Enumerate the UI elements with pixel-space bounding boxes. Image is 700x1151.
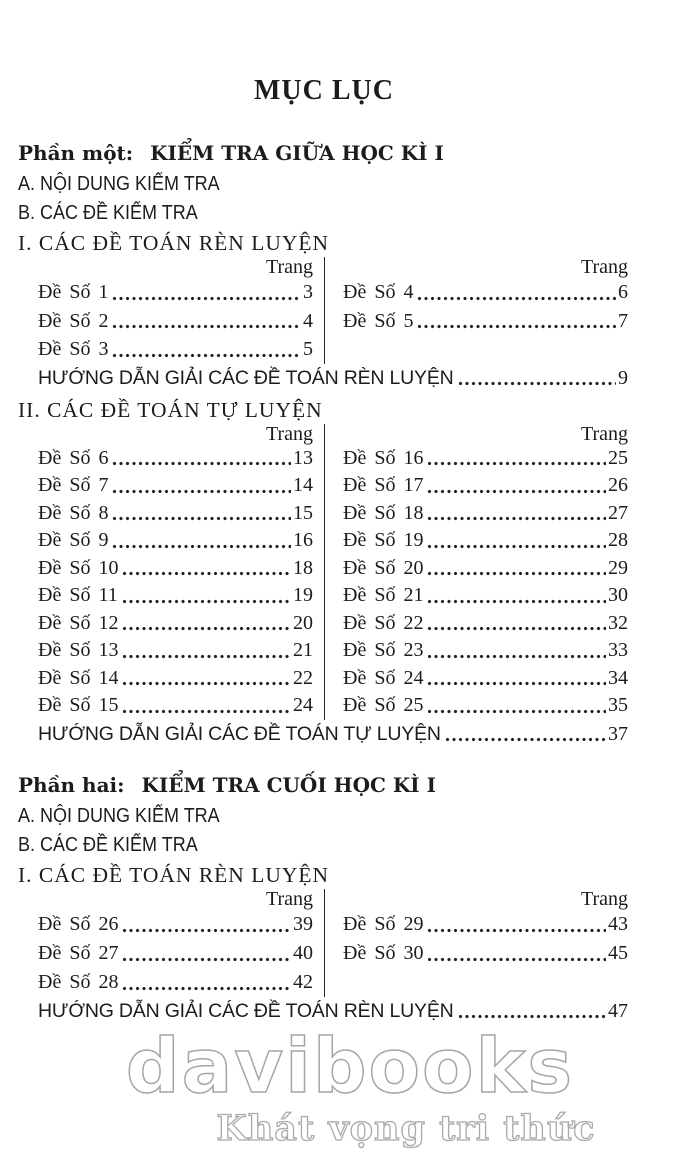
toc-entry-page-number: 14 bbox=[293, 474, 313, 496]
toc-entry-row bbox=[343, 472, 628, 500]
toc-entry-label: Đề Số 1 bbox=[38, 281, 109, 303]
dot-leader bbox=[427, 544, 606, 549]
toc-entry-page-number: 21 bbox=[293, 639, 313, 661]
toc-entry-row bbox=[38, 527, 313, 555]
toc-entry-label: Đề Số 27 bbox=[38, 941, 119, 964]
part-two-content-items bbox=[18, 802, 700, 860]
content-item bbox=[18, 831, 632, 860]
page-title: MỤC LỤC bbox=[254, 75, 394, 106]
toc-entry-label: Đề Số 8 bbox=[38, 501, 109, 524]
guide-summary-row-1 bbox=[38, 365, 628, 392]
toc-entry-page-number: 18 bbox=[293, 556, 313, 579]
part-one-content-items bbox=[18, 170, 700, 228]
guide-summary-page-number: 47 bbox=[608, 999, 628, 1022]
dot-leader bbox=[112, 353, 301, 358]
toc-entry-page-number: 26 bbox=[608, 474, 628, 496]
page-column-header: Trang bbox=[580, 887, 628, 910]
toc-column-left bbox=[38, 257, 313, 364]
toc-entry-page-number: 34 bbox=[608, 666, 628, 689]
content-item bbox=[18, 802, 632, 831]
toc-entry-page-number: 35 bbox=[608, 694, 628, 716]
toc-entry-page-number: 27 bbox=[608, 501, 628, 524]
toc-entry-row bbox=[343, 278, 628, 307]
guide-summary-label: HƯỚNG DẪN GIẢI CÁC ĐỀ TOÁN TỰ LUYỆN bbox=[38, 722, 441, 745]
guide-summary-label: HƯỚNG DẪN GIẢI CÁC ĐỀ TOÁN RÈN LUYỆN bbox=[38, 366, 454, 389]
toc-entry-page-number: 4 bbox=[303, 309, 313, 332]
dot-leader bbox=[427, 957, 606, 962]
toc-entry-label: Đề Số 13 bbox=[38, 639, 119, 661]
guide-summary-row-2 bbox=[38, 721, 628, 748]
toc-entry-page-number: 5 bbox=[303, 338, 313, 360]
dot-leader bbox=[458, 1014, 606, 1019]
toc-entry-row bbox=[343, 610, 628, 638]
guide-summary-label: HƯỚNG DẪN GIẢI CÁC ĐỀ TOÁN RÈN LUYỆN bbox=[38, 999, 454, 1022]
toc-entry-row bbox=[343, 637, 628, 665]
dot-leader bbox=[427, 928, 606, 933]
page-column-header: Trang bbox=[265, 887, 313, 910]
toc-entry-row bbox=[343, 555, 628, 583]
toc-entry-page-number: 3 bbox=[303, 281, 313, 303]
guide-summary-page-number: 9 bbox=[618, 366, 628, 389]
toc-entry-label: Đề Số 23 bbox=[343, 639, 424, 661]
toc-entry-label: Đề Số 16 bbox=[343, 446, 424, 469]
toc-entry-page-number: 25 bbox=[608, 446, 628, 469]
toc-entry-label: Đề Số 6 bbox=[38, 446, 109, 469]
dot-leader bbox=[427, 654, 606, 659]
content-item-text: B. CÁC ĐỀ KIỂM TRA bbox=[18, 202, 198, 224]
toc-entry-row bbox=[38, 582, 313, 610]
watermark bbox=[0, 1021, 700, 1151]
toc-entry-label: Đề Số 20 bbox=[343, 556, 424, 579]
toc-entry-row bbox=[38, 665, 313, 693]
toc-column-right bbox=[325, 889, 628, 997]
toc-entry-label: Đề Số 5 bbox=[343, 309, 414, 332]
dot-leader bbox=[445, 737, 606, 742]
page-column-header: Trang bbox=[265, 422, 313, 445]
dot-leader bbox=[427, 626, 606, 631]
toc-entry-page-number: 16 bbox=[293, 529, 313, 551]
toc-entry-row bbox=[38, 610, 313, 638]
toc-entry-row bbox=[38, 968, 313, 997]
toc-entry-row bbox=[38, 278, 313, 307]
toc-entry-label: Đề Số 3 bbox=[38, 338, 109, 360]
dot-leader bbox=[112, 516, 291, 521]
dot-leader bbox=[112, 324, 301, 329]
toc-entry-page-number: 24 bbox=[293, 694, 313, 716]
dot-leader bbox=[122, 928, 291, 933]
dot-leader bbox=[427, 516, 606, 521]
toc-entry-page-number: 32 bbox=[608, 611, 628, 634]
toc-entry-list bbox=[343, 278, 628, 335]
toc-entry-label: Đề Số 28 bbox=[38, 970, 119, 993]
toc-two-column-block-1 bbox=[38, 257, 628, 364]
toc-entry-row bbox=[343, 665, 628, 693]
toc-entry-row bbox=[343, 910, 628, 939]
part-two-title: KIỂM TRA CUỐI HỌC KÌ I bbox=[141, 772, 436, 797]
content-item bbox=[18, 199, 632, 228]
toc-entry-label: Đề Số 9 bbox=[38, 529, 109, 551]
dot-leader bbox=[122, 681, 291, 686]
toc-entry-row bbox=[38, 335, 313, 364]
guide-summary-page-number: 37 bbox=[608, 722, 628, 745]
toc-entry-page-number: 45 bbox=[608, 941, 628, 964]
toc-entry-label: Đề Số 29 bbox=[343, 912, 424, 935]
toc-entry-label: Đề Số 22 bbox=[343, 611, 424, 634]
toc-entry-row bbox=[38, 472, 313, 500]
toc-entry-page-number: 28 bbox=[608, 529, 628, 551]
toc-entry-list bbox=[38, 910, 313, 997]
dot-leader bbox=[427, 681, 606, 686]
part-one-title: KIỂM TRA GIỮA HỌC KÌ I bbox=[150, 141, 444, 165]
toc-entry-row bbox=[343, 582, 628, 610]
watermark-brand-text: davibooks bbox=[125, 1021, 575, 1110]
dot-leader bbox=[112, 489, 291, 494]
toc-entry-row bbox=[38, 555, 313, 583]
dot-leader bbox=[112, 544, 291, 549]
toc-entry-row bbox=[343, 527, 628, 555]
toc-entry-page-number: 15 bbox=[293, 501, 313, 524]
toc-entry-row bbox=[343, 939, 628, 968]
dot-leader bbox=[112, 461, 291, 466]
toc-entry-row bbox=[343, 692, 628, 720]
toc-entry-list bbox=[38, 445, 313, 720]
toc-entry-label: Đề Số 15 bbox=[38, 694, 119, 716]
toc-column-right bbox=[325, 257, 628, 364]
content-item bbox=[18, 170, 632, 199]
dot-leader bbox=[458, 381, 616, 386]
part-one-label: Phần một: bbox=[18, 141, 134, 165]
dot-leader bbox=[122, 986, 291, 991]
toc-entry-page-number: 30 bbox=[608, 584, 628, 606]
toc-entry-page-number: 6 bbox=[618, 281, 628, 303]
toc-entry-row bbox=[343, 445, 628, 473]
page-column-header: Trang bbox=[580, 256, 628, 278]
toc-entry-label: Đề Số 21 bbox=[343, 584, 424, 606]
toc-entry-label: Đề Số 26 bbox=[38, 912, 119, 935]
toc-entry-page-number: 19 bbox=[293, 584, 313, 606]
toc-entry-label: Đề Số 7 bbox=[38, 474, 109, 496]
toc-entry-label: Đề Số 14 bbox=[38, 666, 119, 689]
toc-entry-row bbox=[38, 445, 313, 473]
content-item-text: B. CÁC ĐỀ KIỂM TRA bbox=[18, 833, 198, 856]
toc-entry-label: Đề Số 18 bbox=[343, 501, 424, 524]
page-column-header: Trang bbox=[265, 256, 313, 278]
dot-leader bbox=[122, 654, 291, 659]
toc-entry-page-number: 43 bbox=[608, 912, 628, 935]
toc-two-column-block-3 bbox=[38, 889, 628, 997]
toc-two-column-block-2 bbox=[38, 424, 628, 720]
dot-leader bbox=[427, 709, 606, 714]
toc-column-left bbox=[38, 889, 313, 997]
toc-entry-label: Đề Số 2 bbox=[38, 309, 109, 332]
toc-entry-row bbox=[343, 307, 628, 336]
toc-entry-label: Đề Số 30 bbox=[343, 941, 424, 964]
toc-entry-label: Đề Số 25 bbox=[343, 694, 424, 716]
toc-entry-label: Đề Số 4 bbox=[343, 281, 414, 303]
toc-entry-page-number: 20 bbox=[293, 611, 313, 634]
dot-leader bbox=[122, 571, 291, 576]
toc-column-right bbox=[325, 424, 628, 720]
toc-entry-row bbox=[343, 500, 628, 528]
toc-entry-row bbox=[38, 910, 313, 939]
toc-entry-row bbox=[38, 307, 313, 336]
dot-leader bbox=[122, 626, 291, 631]
dot-leader bbox=[417, 296, 616, 301]
toc-entry-page-number: 39 bbox=[293, 912, 313, 935]
toc-entry-list bbox=[38, 278, 313, 364]
section-heading-ren-luyen-1: I. CÁC ĐỀ TOÁN RÈN LUYỆN bbox=[18, 231, 330, 255]
guide-summary-row-3 bbox=[38, 998, 628, 1025]
toc-entry-list bbox=[343, 445, 628, 720]
toc-entry-row bbox=[38, 939, 313, 968]
dot-leader bbox=[427, 461, 606, 466]
toc-entry-list bbox=[343, 910, 628, 968]
part-two-heading bbox=[18, 770, 700, 800]
watermark-tagline-text: Khát vọng tri thức bbox=[216, 1107, 596, 1149]
toc-entry-row bbox=[38, 692, 313, 720]
section-heading-tu-luyen: II. CÁC ĐỀ TOÁN TỰ LUYỆN bbox=[18, 397, 323, 422]
content-item-text: A. NỘI DUNG KIỂM TRA bbox=[18, 804, 220, 827]
dot-leader bbox=[122, 957, 291, 962]
toc-entry-page-number: 40 bbox=[293, 941, 313, 964]
dot-leader bbox=[427, 489, 606, 494]
toc-entry-label: Đề Số 11 bbox=[38, 584, 118, 606]
toc-entry-page-number: 29 bbox=[608, 556, 628, 579]
part-one-heading bbox=[18, 138, 700, 168]
toc-entry-label: Đề Số 24 bbox=[343, 666, 424, 689]
toc-entry-page-number: 13 bbox=[293, 446, 313, 469]
dot-leader bbox=[112, 296, 301, 301]
part-two-label: Phần hai: bbox=[18, 772, 125, 797]
content-item-text: A. NỘI DUNG KIỂM TRA bbox=[18, 173, 220, 195]
toc-entry-page-number: 22 bbox=[293, 666, 313, 689]
toc-entry-label: Đề Số 10 bbox=[38, 556, 119, 579]
dot-leader bbox=[122, 709, 291, 714]
toc-column-left bbox=[38, 424, 313, 720]
toc-entry-label: Đề Số 19 bbox=[343, 529, 424, 551]
toc-entry-page-number: 7 bbox=[618, 309, 628, 332]
dot-leader bbox=[427, 599, 606, 604]
dot-leader bbox=[427, 571, 606, 576]
toc-entry-page-number: 33 bbox=[608, 639, 628, 661]
toc-entry-label: Đề Số 12 bbox=[38, 611, 119, 634]
toc-entry-row bbox=[38, 500, 313, 528]
dot-leader bbox=[122, 599, 291, 604]
toc-entry-label: Đề Số 17 bbox=[343, 474, 424, 496]
toc-entry-page-number: 42 bbox=[293, 970, 313, 993]
section-heading-ren-luyen-2: I. CÁC ĐỀ TOÁN RÈN LUYỆN bbox=[18, 862, 330, 887]
toc-entry-row bbox=[38, 637, 313, 665]
page-column-header: Trang bbox=[580, 422, 628, 445]
dot-leader bbox=[417, 324, 616, 329]
